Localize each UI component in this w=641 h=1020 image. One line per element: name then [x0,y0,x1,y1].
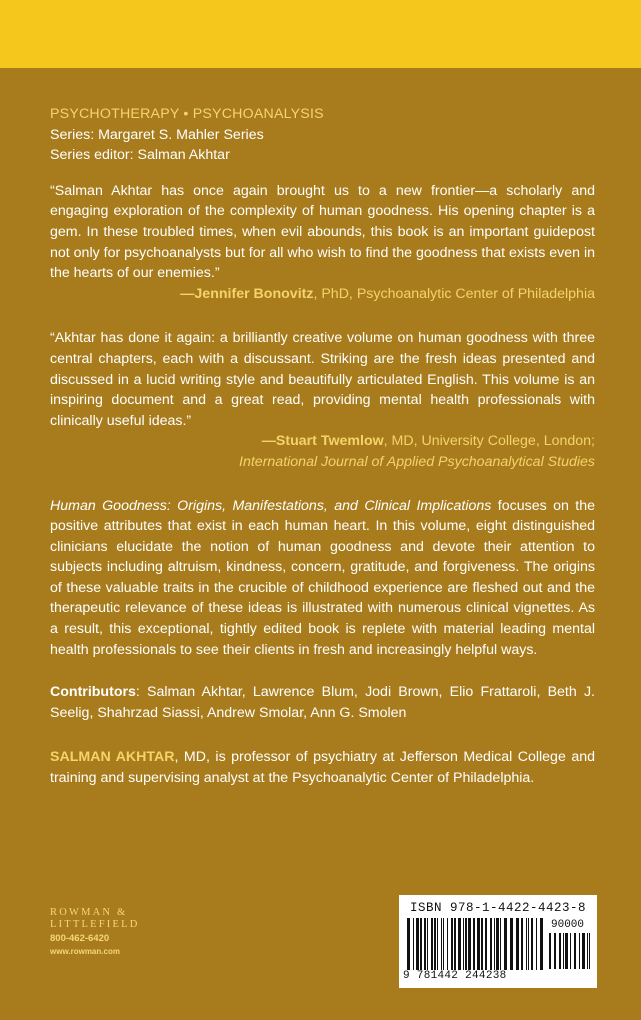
endorsement-2-affiliation: , MD, University College, London; [383,433,595,450]
endorsement-1-text: “Salman Akhtar has once again brought us to a new frontier—a scholarly and engaging exploration of the complexity of human goodness. His opening chapter is a gem. In these troubled times, when evil abounds, this book is an important guidepost not only for psychoanalysts but for all who wish to find the goodness that exists even in the hearts of our enemies.” [50,182,595,282]
isbn-number: ISBN 978-1-4422-4423-8 [409,901,587,915]
series-line: Series: Margaret S. Mahler Series [50,126,264,143]
price-code: 90000 [551,919,585,931]
endorsement-2-journal: International Journal of Applied Psychoanalytical Studies [239,453,595,470]
contributors-list: : Salman Akhtar, Lawrence Blum, Jodi Brown, Elio Frattaroli, Beth J. Seelig, Shahrzad Siassi, Andrew Smolar, Ann G. Smolen [50,684,595,721]
ean-barcode-bars [407,918,545,970]
endorsement-1-attribution [50,284,595,305]
endorsement-2-author: Stuart Twemlow [275,433,384,450]
category-line: PSYCHOTHERAPY • PSYCHOANALYSIS [50,106,324,122]
contributors-paragraph [50,682,595,723]
endorsement-1-affiliation: , PhD, Psychoanalytic Center of Philadelphia [313,285,595,302]
publisher-name-line1: ROWMAN & [50,907,128,918]
endorsement-1-dash: — [180,285,195,302]
ean-number: 9 781442 244238 [403,970,507,982]
description-text: focuses on the positive attributes that exist in each human heart. In this volume, eight distinguished clinicians elucidate the notion of human goodness and devote their attention to subjects including altruism, kindness, concern, gratitude, and forgiveness. The origins of these valuable traits in the crucible of childhood experience are fleshed out and the therapeutic relevance of these ideas is illustrated with numerous clinical vignettes. As a result, this exceptional, tightly edited book is replete with material leading mental health professionals to see their clients in fresh and increasingly helpful ways. [50,497,595,658]
author-bio-text: , MD, is professor of psychiatry at Jefferson Medical College and training and supervising analyst at the Psychoanalytic Center of Philadelphia. [50,749,595,787]
back-cover-text [50,104,595,789]
isbn-barcode [399,895,597,988]
publisher-name-line2: LITTLEFIELD [50,919,140,930]
book-title: Human Goodness: Origins, Manifestations, and Clinical Implications [50,497,492,514]
author-bio [50,747,595,788]
author-name: SALMAN AKHTAR [50,749,175,766]
publisher-phone: 800-462-6420 [50,933,110,944]
publisher-website: www.rowman.com [50,947,120,956]
endorsement-2-text: “Akhtar has done it again: a brilliantly creative volume on human goodness with three central chapters, each with a discussant. Striking are the fresh ideas presented and discussed in a lucid writing style and beautifully articulated English. This volume is an inspiring document and a great read, providing mental health professionals with clinically useful ideas.” [50,330,595,429]
endorsement-2-attribution [50,431,595,452]
endorsement-1 [50,181,595,305]
book-description [50,496,595,661]
publisher-logo [50,907,140,956]
addon-barcode-bars [549,933,593,969]
endorsement-2 [50,328,595,472]
contributors-label: Contributors [50,684,136,701]
series-editor-line: Series editor: Salman Akhtar [50,147,230,164]
endorsement-1-author: Jennifer Bonovitz [194,285,314,302]
endorsement-2-dash: — [261,433,276,450]
top-color-band [0,0,641,68]
